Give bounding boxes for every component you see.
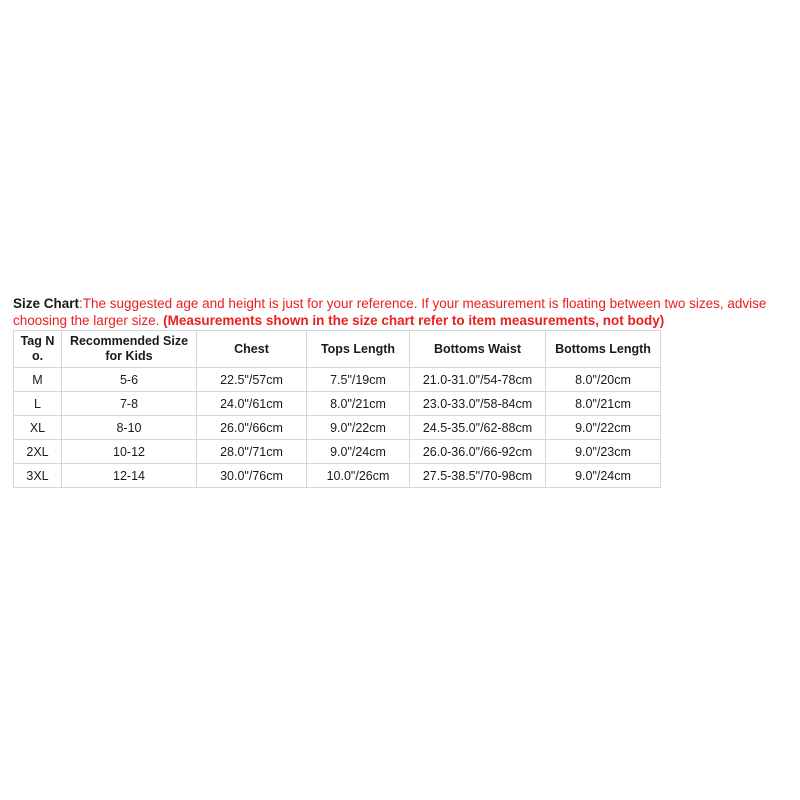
cell-bottoms-length: 8.0"/21cm [546,392,661,416]
cell-chest: 26.0"/66cm [197,416,307,440]
cell-tops-length: 9.0"/22cm [307,416,410,440]
header-recommended-size: Recommended Size for Kids [62,331,197,368]
cell-bottoms-length: 9.0"/22cm [546,416,661,440]
cell-recommended-size: 5-6 [62,368,197,392]
header-tops-length: Tops Length [307,331,410,368]
header-bottoms-length: Bottoms Length [546,331,661,368]
size-chart-note: :The suggested age and height is just for your reference. If your measurement is floating between two sizes, advise choosing the larger size. [13,296,767,328]
cell-tag: 2XL [14,440,62,464]
cell-bottoms-waist: 26.0-36.0"/66-92cm [410,440,546,464]
table-row [14,440,661,464]
cell-bottoms-waist: 27.5-38.5"/70-98cm [410,464,546,488]
cell-tops-length: 7.5"/19cm [307,368,410,392]
cell-tag: M [14,368,62,392]
cell-tag: XL [14,416,62,440]
table-row [14,392,661,416]
cell-tops-length: 9.0"/24cm [307,440,410,464]
cell-tops-length: 8.0"/21cm [307,392,410,416]
cell-recommended-size: 10-12 [62,440,197,464]
cell-bottoms-waist: 23.0-33.0"/58-84cm [410,392,546,416]
cell-chest: 24.0"/61cm [197,392,307,416]
cell-bottoms-length: 9.0"/24cm [546,464,661,488]
header-bottoms-waist: Bottoms Waist [410,331,546,368]
table-row [14,416,661,440]
cell-recommended-size: 12-14 [62,464,197,488]
cell-tag: L [14,392,62,416]
header-tag-no: Tag N o. [14,331,62,368]
cell-chest: 22.5"/57cm [197,368,307,392]
size-table [13,330,661,488]
table-header-row [14,331,661,368]
cell-tag: 3XL [14,464,62,488]
cell-recommended-size: 7-8 [62,392,197,416]
size-chart-note-bold: (Measurements shown in the size chart refer to item measurements, not body) [163,313,665,328]
header-chest: Chest [197,331,307,368]
size-chart-label: Size Chart [13,296,80,311]
cell-chest: 30.0"/76cm [197,464,307,488]
cell-bottoms-length: 8.0"/20cm [546,368,661,392]
cell-bottoms-length: 9.0"/23cm [546,440,661,464]
cell-chest: 28.0"/71cm [197,440,307,464]
table-row [14,464,661,488]
size-chart [13,295,788,488]
table-row [14,368,661,392]
cell-bottoms-waist: 21.0-31.0"/54-78cm [410,368,546,392]
size-chart-intro [13,295,788,329]
cell-recommended-size: 8-10 [62,416,197,440]
cell-tops-length: 10.0"/26cm [307,464,410,488]
cell-bottoms-waist: 24.5-35.0"/62-88cm [410,416,546,440]
